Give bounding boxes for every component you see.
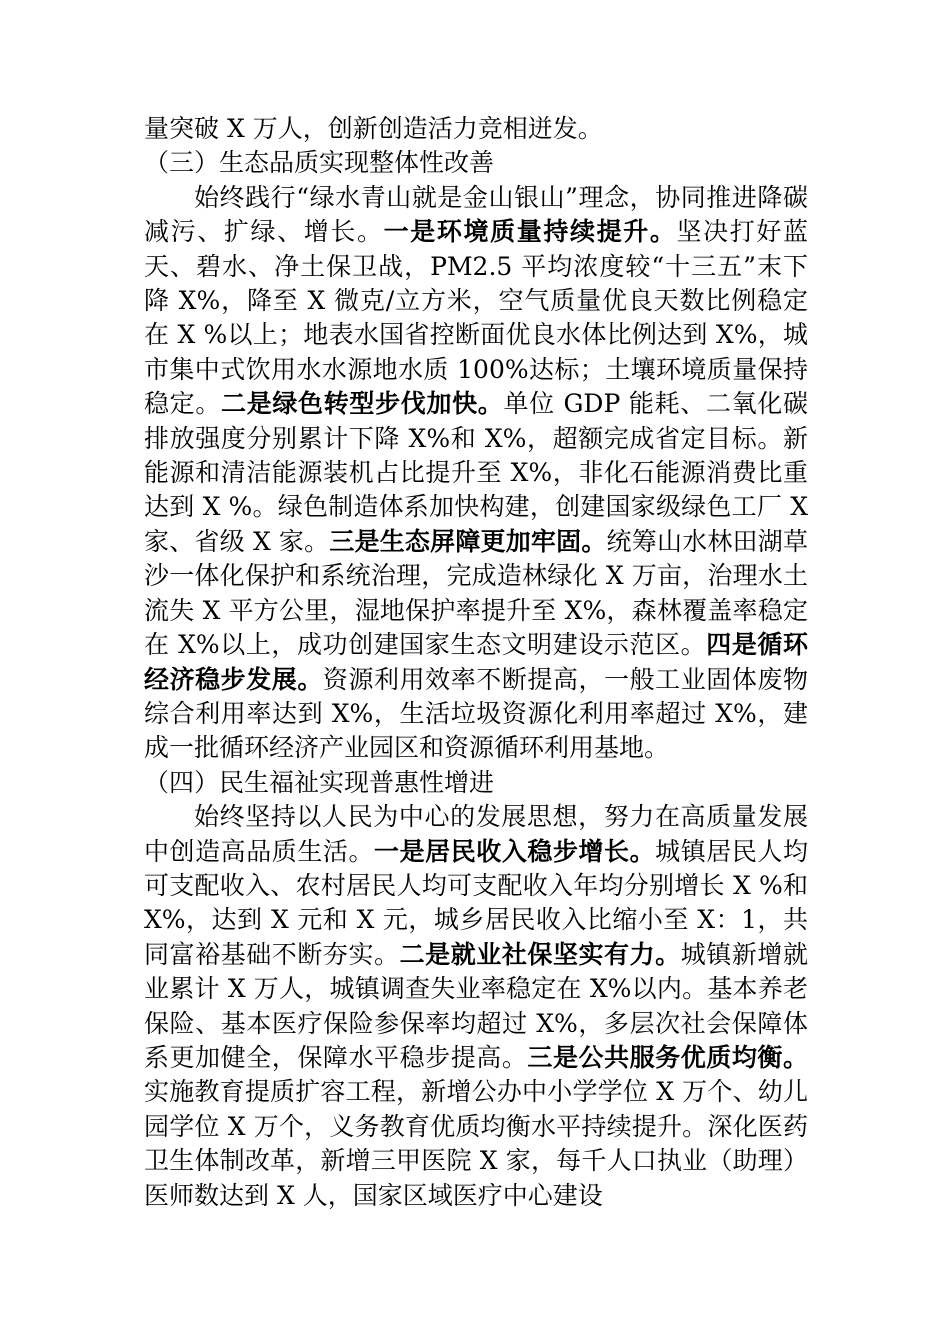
text-run: 始终践行“绿水青山就是金山银山”理念，协同推进降碳减污、扩绿、增长。 (144, 182, 808, 247)
paragraph-continuation (144, 112, 808, 146)
section-heading-3 (144, 146, 808, 180)
bold-lead: 一是环境质量持续提升。 (383, 217, 677, 247)
paragraph-livelihood (144, 800, 808, 1213)
text-run: 实施教育提质扩容工程，新增公办中小学学位 X 万个、幼儿园学位 X 万个，义务教育优质均衡水平持续提升。深化医药卫生体制改革，新增三甲医院 X 家，每千人口执业（助理）医师数达到 X 人，国家区域医疗中心建设 (144, 1077, 808, 1210)
bold-lead: 三是生态屏障更加牢固。 (329, 526, 607, 556)
section-heading-4 (144, 766, 808, 800)
bold-lead: 四是循环经济稳步发展。 (144, 630, 808, 694)
text-run: 城镇居民人均可支配收入、农村居民人均可支配收入年均分别增长 X %和 X%，达到 X 元和 X 元，城乡居民收入比缩小至 X：1，共同富裕基础不断夯实。 (144, 836, 808, 969)
text-run: 城镇新增就业累计 X 万人，城镇调查失业率稳定在 X%以内。基本养老保险、基本医疗保险参保率均超过 X%，多层次社会保障体系更加健全，保障水平稳步提高。 (144, 939, 808, 1072)
heading-text: （四）民生福祉实现普惠性增进 (144, 767, 495, 797)
bold-lead: 一是居民收入稳步增长。 (374, 836, 656, 866)
bold-lead: 二是就业社保坚实有力。 (399, 939, 681, 969)
heading-text: （三）生态品质实现整体性改善 (144, 148, 495, 178)
document-page (144, 112, 808, 1213)
text-run: 资源利用效率不断提高，一般工业固体废物综合利用率达到 X%，生活垃圾资源化利用率超过 X%，建成一批循环经济产业园区和资源循环利用基地。 (144, 664, 808, 763)
bold-lead: 二是绿色转型步伐加快。 (221, 389, 504, 419)
text-run: 统筹山水林田湖草沙一体化保护和系统治理，完成造林绿化 X 万亩，治理水土流失 X 平方公里，湿地保护率提升至 X%，森林覆盖率稳定在 X%以上，成功创建国家生态文明建设示范区。 (144, 526, 808, 660)
text-run: 量突破 X 万人，创新创造活力竞相迸发。 (144, 114, 603, 143)
bold-lead: 三是公共服务优质均衡。 (527, 1042, 808, 1072)
paragraph-ecology (144, 181, 808, 766)
text-run: 坚决打好蓝天、碧水、净土保卫战，PM2.5 平均浓度较“十三五”末下降 X%，降至 X 微克/立方米，空气质量优良天数比例稳定在 X %以上；地表水国省控断面优良水体比例达到 X%，城市集中式饮用水水源地水质 100%达标；土壤环境质量保持稳定。 (144, 217, 808, 419)
text-run: 单位 GDP 能耗、二氧化碳排放强度分别累计下降 X%和 X%，超额完成省定目标。新能源和清洁能源装机占比提升至 X%，非化石能源消费比重达到 X %。绿色制造体系加快构建，创建国家级绿色工厂 X 家、省级 X 家。 (144, 389, 808, 556)
text-run: 始终坚持以人民为中心的发展思想，努力在高质量发展中创造高品质生活。 (144, 802, 808, 866)
